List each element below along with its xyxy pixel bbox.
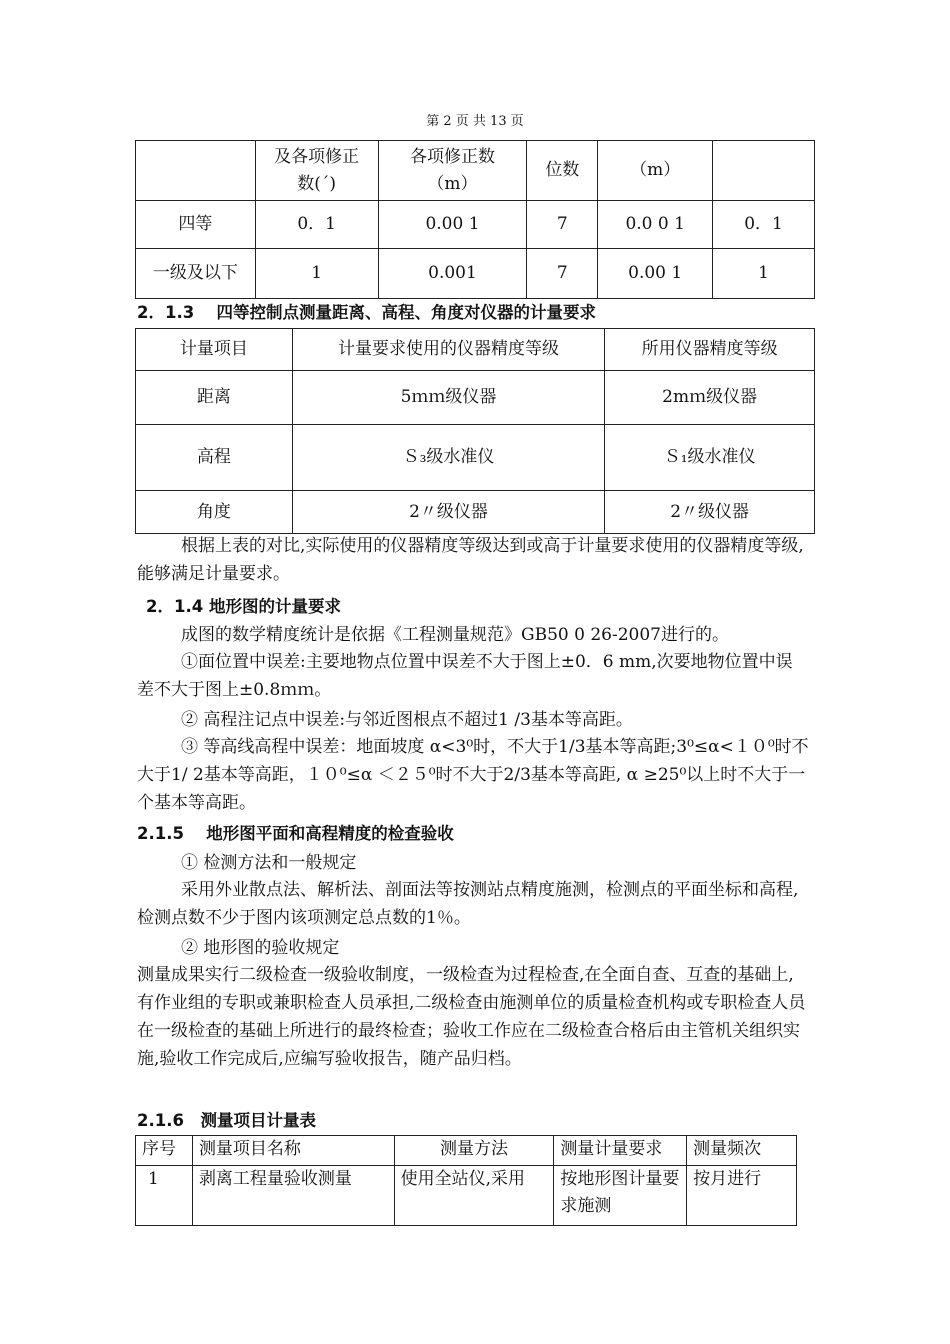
table-row [136, 1136, 797, 1166]
paragraph: ② 地形图的验收规定 [181, 938, 340, 958]
table-cell [136, 141, 256, 201]
table-cell: 0．1 [713, 201, 815, 249]
table-header-cell: 计量项目 [136, 329, 293, 371]
section-heading: 2．1.4 地形图的计量要求 [146, 597, 341, 616]
table-cell: Ｓ₃级水准仪 [292, 425, 605, 491]
table-cell [255, 141, 378, 201]
table-cell: 1 [713, 249, 815, 299]
cell-text: 各项修正数 （m） [409, 146, 495, 194]
table-header-cell: 计量要求使用的仪器精度等级 [292, 329, 605, 371]
table-cell: Ｓ₁级水准仪 [605, 425, 815, 491]
section-heading: 2.1.5 地形图平面和高程精度的检查验收 [137, 824, 454, 843]
table-cell: 使用全站仪,采用 [394, 1166, 554, 1226]
table-cell: 0.00 1 [598, 249, 713, 299]
table-cell: 一级及以下 [136, 249, 256, 299]
table-row [136, 249, 815, 299]
table-cell: 高程 [136, 425, 293, 491]
table-cell: 距离 [136, 371, 293, 425]
paragraph: 采用外业散点法、解析法、剖面法等按测站点精度施测，检测点的平面坐标和高程,检测点数不少于图内该项测定总点数的1％。 [137, 880, 799, 928]
table-cell: 7 [527, 249, 598, 299]
table-header-cell: 测量项目名称 [192, 1136, 394, 1166]
table-row [136, 491, 815, 534]
table-cell: 2〃级仪器 [292, 491, 605, 534]
section-heading: 2．1.3 四等控制点测量距离、高程、角度对仪器的计量要求 [137, 303, 596, 322]
paragraph: 成图的数学精度统计是依据《工程测量规范》GB50 0 26-2007进行的。 [181, 625, 729, 645]
table-cell: 5ｍｍ级仪器 [292, 371, 605, 425]
table-cell: 1 [136, 1166, 193, 1226]
page-header: 第 2 页 共 13 页 [426, 114, 524, 129]
table-cell: （m） [598, 141, 713, 201]
table-header-cell: 测量频次 [687, 1136, 797, 1166]
table-cell: 0．1 [255, 201, 378, 249]
table-row [136, 201, 815, 249]
table-cell: 按月进行 [687, 1166, 797, 1226]
paragraph: ② 高程注记点中误差:与邻近图根点不超过1 /3基本等高距。 [181, 710, 633, 730]
table-header-cell: 所用仪器精度等级 [605, 329, 815, 371]
paragraph: ①面位置中误差:主要地物点位置中误差不大于图上±0．6 mm,次要地物位置中误差不大于图上±0.8ｍｍ。 [137, 652, 793, 700]
table-cell: 0.001 [378, 249, 527, 299]
table-row [136, 1166, 797, 1226]
table-cell: 1 [255, 249, 378, 299]
table-cell: 按地形图计量要求施测 [554, 1166, 687, 1226]
table-cell: 剥离工程量验收测量 [192, 1166, 394, 1226]
instrument-table [135, 328, 815, 534]
paragraph: ① 检测方法和一般规定 [181, 853, 357, 873]
table-cell: 四等 [136, 201, 256, 249]
table-cell: 7 [527, 201, 598, 249]
table-row [136, 425, 815, 491]
table-cell: 2mｍ级仪器 [605, 371, 815, 425]
table-cell: 角度 [136, 491, 293, 534]
table-cell: 位数 [527, 141, 598, 201]
paragraph: 测量成果实行二级检查一级验收制度，一级检查为过程检查,在全面自查、互查的基础上,有作业组的专职或兼职检查人员承担,二级检查由施测单位的质量检查机构或专职检查人员在一级检查的基础上所进行的最终检查；验收工作应在二级检查合格后由主管机关组织实施,验收工作完成后,应编写验收报告，随产品归档。 [137, 965, 806, 1069]
cell-text: 及各项修正 数(ˊ) [274, 146, 360, 194]
paragraph: ③ 等高线高程中误差：地面坡度 α<3⁰时，不大于1/3基本等高距;3⁰≤α<１０⁰时不大于1/ 2基本等高距，１０⁰≤α ＜２５⁰时不大于2/3基本等高距, α ≥25⁰以上时不大于一个基本等高距。 [137, 737, 809, 813]
table-cell: 0.00 1 [378, 201, 527, 249]
table-cell: 0.0 0 1 [598, 201, 713, 249]
table-cell: 2〃级仪器 [605, 491, 815, 534]
table-cell [378, 141, 527, 201]
precision-table [135, 140, 815, 299]
table-header-cell: 测量方法 [394, 1136, 554, 1166]
table-cell [713, 141, 815, 201]
table-header-cell: 序号 [136, 1136, 193, 1166]
survey-items-table [135, 1135, 797, 1226]
table-row [136, 371, 815, 425]
section-heading: 2.1.6 测量项目计量表 [137, 1111, 316, 1130]
table-row [136, 141, 815, 201]
paragraph: 根据上表的对比,实际使用的仪器精度等级达到或高于计量要求使用的仪器精度等级,能够满足计量要求。 [137, 536, 804, 584]
table-row [136, 329, 815, 371]
table-header-cell: 测量计量要求 [554, 1136, 687, 1166]
